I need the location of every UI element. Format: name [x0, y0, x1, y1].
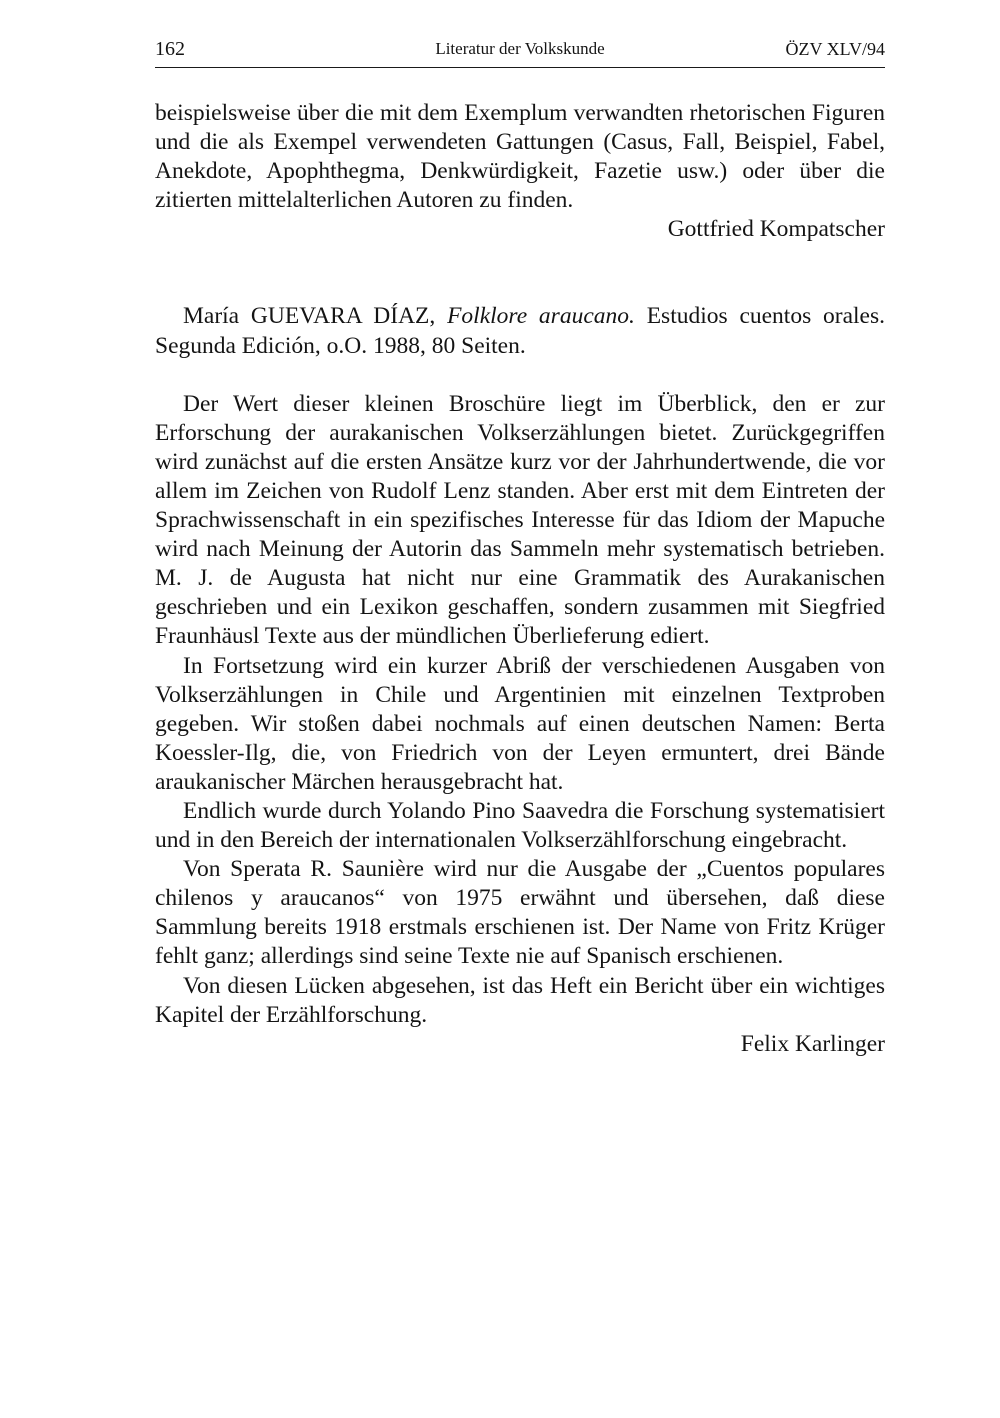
journal-issue: ÖZV XLV/94	[785, 39, 885, 59]
reviewer-signature: Felix Karlinger	[740, 1030, 885, 1057]
page-body	[155, 99, 885, 1059]
review-body	[155, 390, 885, 1030]
review-paragraph-5: Von diesen Lücken abgesehen, ist das Heft ein Bericht über ein wichtiges Kapitel der Erzählforschung.	[155, 972, 885, 1028]
page-number: 162	[155, 38, 185, 60]
previous-reviewer-signature: Gottfried Kompatscher	[667, 216, 885, 243]
review-bibliographic-heading	[155, 302, 885, 360]
review-book-title: Folklore araucano.	[447, 303, 635, 330]
review-paragraph-2: In Fortsetzung wird ein kurzer Abriß der verschiedenen Ausgaben von Volkserzählungen in Chile und Argentinien mit einzelnen Textproben gegeben. Wir stoßen dabei nochmals auf einen deutschen Namen: Berta Koessler-Ilg, die, von Friedrich von der Leyen ermuntert, drei Bände araukanischer Märchen herausgebracht hat.	[155, 652, 885, 795]
book-page	[155, 34, 885, 1059]
running-head	[155, 34, 885, 64]
review-paragraph-3: Endlich wurde durch Yolando Pino Saavedra die Forschung systematisiert und in den Bereich der internationalen Volkserzählforschung eingebracht.	[155, 797, 885, 854]
review-book-author: María GUEVARA DÍAZ,	[183, 303, 436, 330]
review-paragraph-1: Der Wert dieser kleinen Broschüre liegt im Überblick, den er zur Erforschung der aurakanischen Volkserzählungen bietet. Zurückgegriffen wird zunächst auf die ersten Ansätze kurz vor der Jahrhundertwende, die vor allem im Zeichen von Rudolf Lenz standen. Aber erst mit dem Eintreten der Sprachwissenschaft in ein spezifisches Interesse für das Idiom der Mapuche wird nach Meinung der Autorin das Sammeln mehr systematisch betrieben. M. J. de Augusta hat nicht nur eine Grammatik des Aurakanischen geschrieben und ein Lexikon geschaffen, sondern zusammen mit Siegfried Fraunhäusl Texte aus der mündlichen Überlieferung ediert.	[155, 390, 885, 650]
header-rule	[155, 67, 885, 68]
review-book-details: Estudios cuentos orales. Segunda Edición, o.O. 1988, 80 Seiten.	[155, 303, 886, 359]
previous-review-closing-paragraph: beispielsweise über die mit dem Exemplum verwandten rhetorischen Figuren und die als Exempel verwendeten Gattungen (Casus, Fall, Beispiel, Fabel, Anekdote, Apophthegma, Denkwürdigkeit, Fazetie usw.) oder über die zitierten mittelalterlichen Autoren zu finden.	[155, 100, 885, 214]
journal-section-title: Literatur der Volkskunde	[435, 39, 605, 58]
review-paragraph-4: Von Sperata R. Saunière wird nur die Ausgabe der „Cuentos populares chilenos y araucanos“ von 1975 erwähnt und übersehen, daß diese Sammlung bereits 1918 erstmals erschienen ist. Der Name von Fritz Krüger fehlt ganz; allerdings sind seine Texte nie auf Spanisch erschienen.	[155, 856, 885, 970]
